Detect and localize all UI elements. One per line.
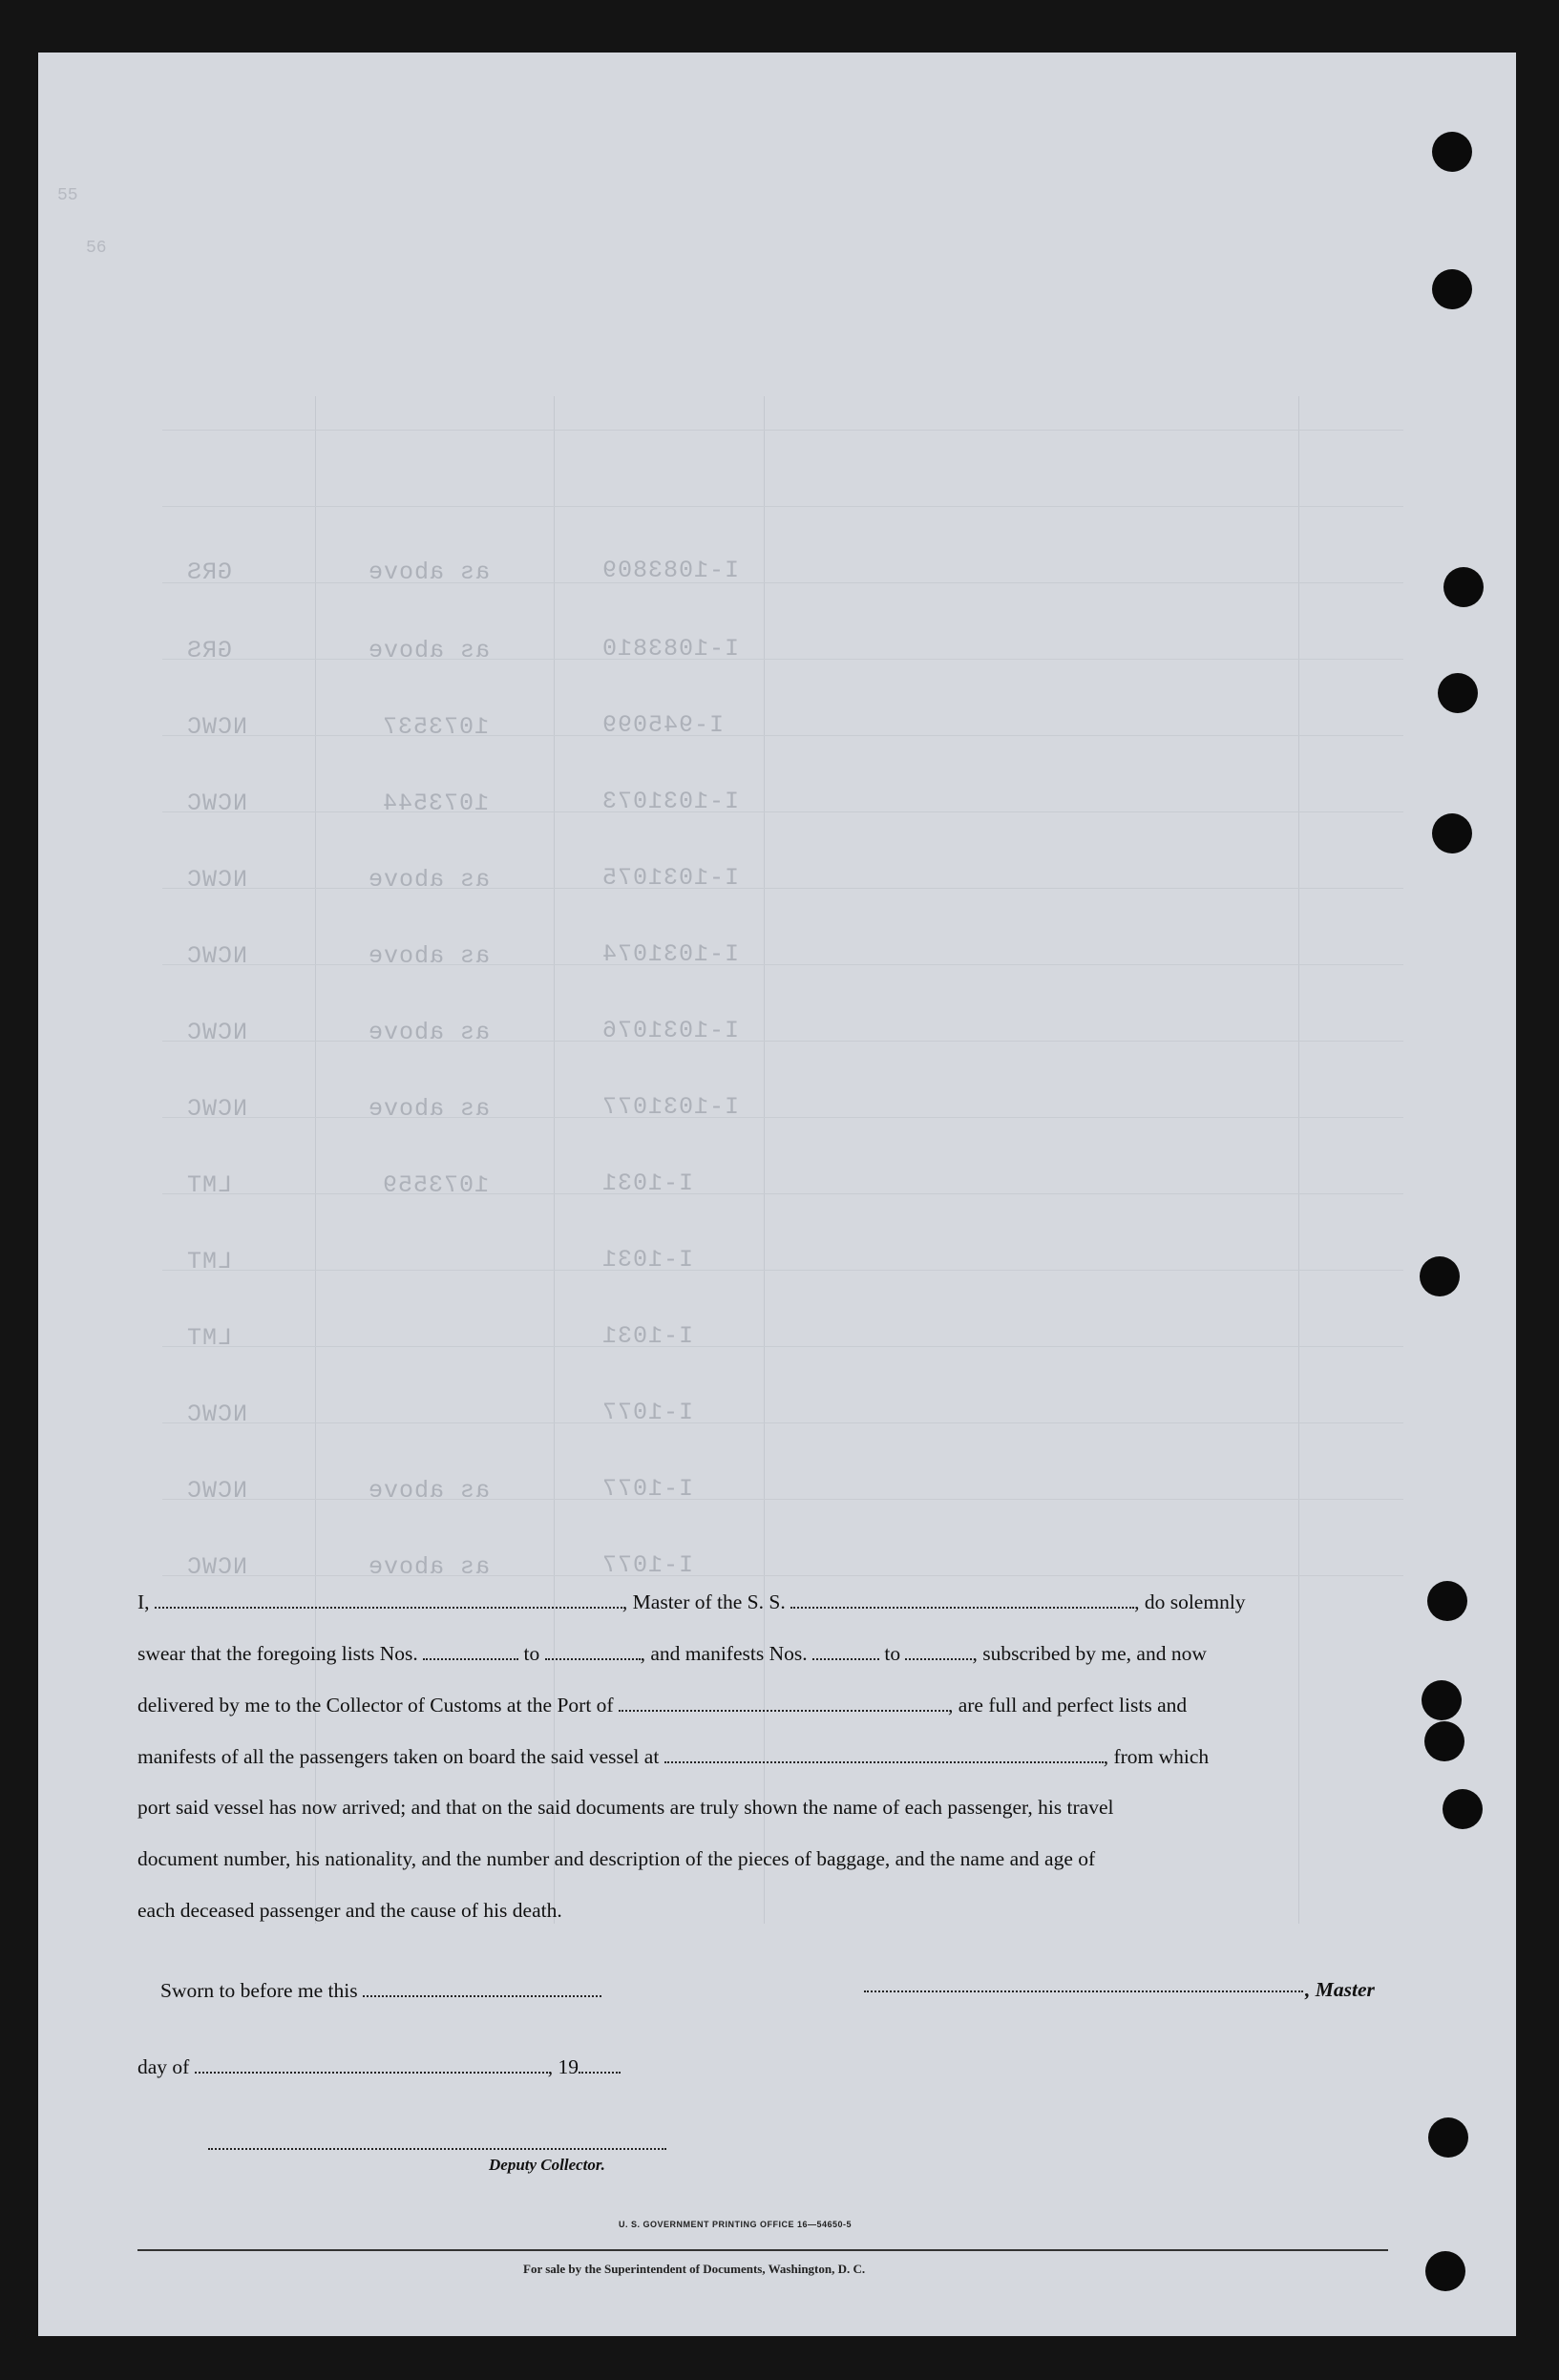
to-label-1: to (523, 1642, 540, 1665)
punch-hole (1422, 1680, 1462, 1720)
master-of-ss-label: , Master of the S. S. (621, 1590, 786, 1613)
punch-hole (1443, 1789, 1483, 1829)
from-which-label: , from which (1103, 1745, 1210, 1768)
delivered-label: delivered by me to the Collector of Customs at the Port of (137, 1694, 614, 1717)
ship-name-field[interactable] (790, 1590, 1134, 1609)
subscribed-label: , subscribed by me, and now (972, 1642, 1207, 1665)
deputy-collector-signature-line[interactable] (208, 2148, 666, 2150)
port-field[interactable] (619, 1693, 948, 1712)
deputy-collector-label: Deputy Collector. (489, 2156, 605, 2174)
sworn-label: Sworn to before me this (160, 1979, 358, 2002)
master-signature-line[interactable] (864, 1990, 1303, 1992)
punch-hole (1425, 2251, 1465, 2291)
oath-line-1 (137, 1590, 1246, 1614)
oath-line-2 (137, 1641, 1207, 1666)
punch-hole (1424, 1721, 1464, 1761)
do-solemnly-label: , do solemnly (1134, 1590, 1246, 1613)
punch-hole (1432, 269, 1472, 309)
month-field[interactable] (195, 2054, 548, 2074)
day-of-line (137, 2054, 621, 2079)
punch-hole (1428, 2117, 1468, 2158)
printer-imprint: U. S. GOVERNMENT PRINTING OFFICE 16—54650-5 (619, 2220, 853, 2229)
punch-hole (1420, 1256, 1460, 1296)
document-page (38, 53, 1516, 2336)
oath-line-3 (137, 1693, 1187, 1717)
punch-hole (1432, 132, 1472, 172)
lists-from-field[interactable] (423, 1641, 518, 1660)
oath-line-5: port said vessel has now arrived; and that on the said documents are truly shown the name of each passenger, his travel (137, 1796, 1114, 1819)
for-sale-notice: For sale by the Superintendent of Documents, Washington, D. C. (523, 2262, 866, 2276)
footer-rule (137, 2249, 1388, 2251)
full-perfect-label: , are full and perfect lists and (947, 1694, 1188, 1717)
year-prefix-label: , 19 (547, 2055, 579, 2078)
sworn-line (160, 1978, 601, 2003)
manifests-taken-label: manifests of all the passengers taken on board the said vessel at (137, 1745, 660, 1768)
bleed-through-background: GRS as above I-1083809 GRS as above I-1083810 NCWC 1073537 I-945099 NCWC 1073544 I-1031073 NCWC as above I-1031075 NCWC as above I-1031074 NCWC as above I-1031076 NCWC as above I-1031077 LMT 1073559 I-1031 LMT I-1031 LMT I-1031 NCWC I-1077 NCWC as above I-1077 NCWC as above I-1077 55 56 (38, 53, 1516, 2336)
punch-hole (1432, 813, 1472, 853)
punch-hole (1427, 1581, 1467, 1621)
year-field[interactable] (579, 2054, 621, 2074)
manifests-to-field[interactable] (905, 1641, 972, 1660)
oath-line-6: document number, his nationality, and the number and description of the pieces of baggage, and the name and age of (137, 1847, 1096, 1870)
to-label-2: to (884, 1642, 901, 1665)
master-label: , Master (1305, 1978, 1375, 2001)
oath-line-7: each deceased passenger and the cause of his death. (137, 1899, 562, 1922)
manifests-from-field[interactable] (812, 1641, 879, 1660)
lists-to-field[interactable] (545, 1641, 641, 1660)
day-of-label: day of (137, 2055, 190, 2078)
master-name-field[interactable] (155, 1590, 622, 1609)
swear-lists-label: swear that the foregoing lists Nos. (137, 1642, 418, 1665)
oath-line-4 (137, 1744, 1209, 1769)
punch-hole (1443, 567, 1484, 607)
oath-i: I, (137, 1590, 150, 1613)
manifests-label: , and manifests Nos. (640, 1642, 808, 1665)
departure-port-field[interactable] (664, 1744, 1104, 1763)
punch-hole (1438, 673, 1478, 713)
sworn-date-field[interactable] (363, 1978, 601, 1997)
